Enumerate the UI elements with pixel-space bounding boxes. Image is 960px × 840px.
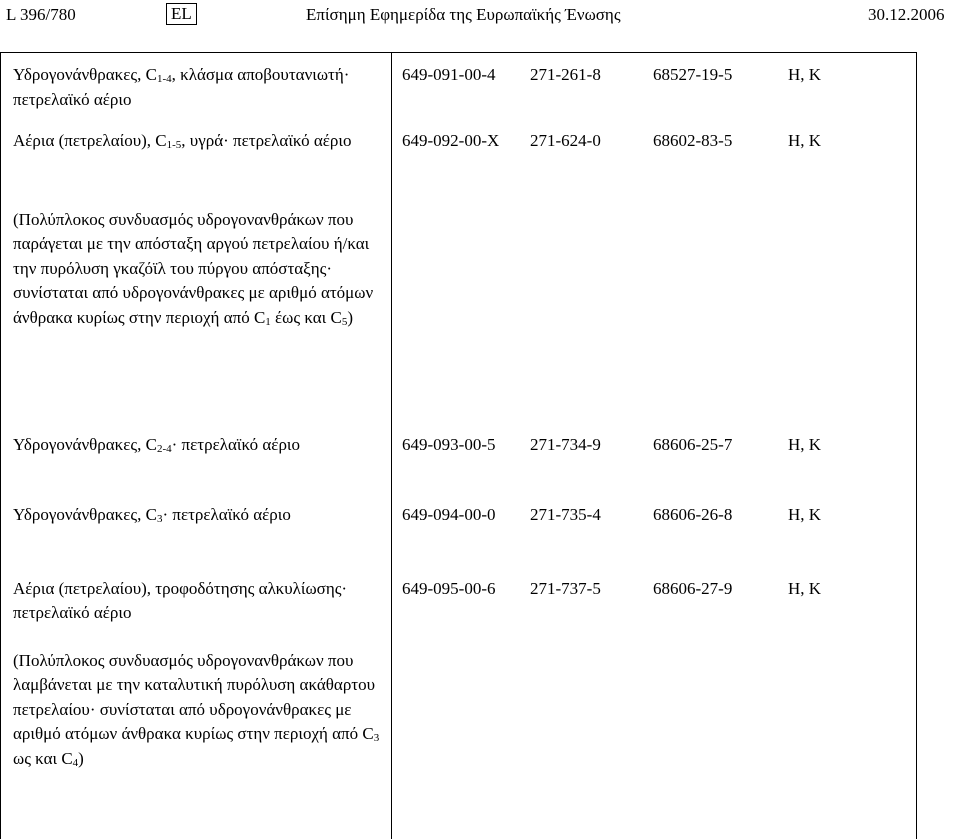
index-number: 649-095-00-6 xyxy=(402,578,496,598)
page-number: L 396/780 xyxy=(6,5,76,24)
table-row xyxy=(1,129,917,208)
cas-number: 68606-26-8 xyxy=(653,504,733,524)
substance-name: Υδρογονάνθρακες, $C_{2-4}\cdot \pi\varepsilon\tau\rho\varepsilon\lambda\alpha ϊ\kappa ό$ αέριο xyxy=(1,433,392,503)
notes: H, K xyxy=(788,503,917,577)
ec-number: 271-735-4 xyxy=(530,504,601,524)
substance-name: Υδρογονάνθρακες, $C_{1-4}$, κλάσμα αποβουτανιωτή· πετρελαϊκό αέριο xyxy=(1,53,392,129)
table-row xyxy=(1,53,917,129)
table-row-description xyxy=(1,649,917,839)
ec-number: 271-624-0 xyxy=(530,130,601,150)
substance-table xyxy=(0,52,917,839)
substance-name: Αέρια (πετρελαίου), $C_{1-5}$, υγρά· πετρελαϊκό αέριο xyxy=(1,129,392,208)
table-row-description xyxy=(1,208,917,433)
ec-number: 271-734-9 xyxy=(530,434,601,454)
cas-number: 68602-83-5 xyxy=(653,130,733,150)
language-badge: EL xyxy=(166,3,197,25)
substance-name: Υδρογονάνθρακες, $C_3\cdot \pi\varepsilon\tau\rho\varepsilon\lambda\alpha ϊ\kappa ό$ αέριο xyxy=(1,503,392,577)
notes: H, K xyxy=(788,577,917,649)
table-row xyxy=(1,503,917,577)
index-number: 649-092-00-X xyxy=(402,130,500,150)
cas-number: 68527-19-5 xyxy=(653,53,788,129)
index-number: 649-093-00-5 xyxy=(402,434,496,454)
cas-number: 68606-27-9 xyxy=(653,578,733,598)
publication-date: 30.12.2006 xyxy=(868,5,945,24)
cas-number: 68606-25-7 xyxy=(653,434,733,454)
page-header xyxy=(0,0,960,34)
notes: H, K xyxy=(788,433,917,503)
notes: H, K xyxy=(788,53,917,129)
ec-number: 271-261-8 xyxy=(530,53,653,129)
index-number: 649-091-00-4 xyxy=(392,53,531,129)
substance-name: Αέρια (πετρελαίου), τροφοδότησης αλκυλίωσης· πετρελαϊκό αέριο xyxy=(1,577,392,649)
table-row xyxy=(1,577,917,649)
substance-description: (Πολύπλοκος συνδυασμός υδρογονανθράκων που λαμβάνεται με την καταλυτική πυρόλυση ακάθαρτου πετρελαίου· συνίσταται από υδρογονάνθρακες με αριθμό ατόμων άνθρακα κυρίως στην περιοχή από $C_3$ ως και $C_4$) xyxy=(1,649,392,839)
notes: H, K xyxy=(788,129,917,208)
table-row xyxy=(1,433,917,503)
journal-title: Επίσημη Εφημερίδα της Ευρωπαϊκής Ένωσης xyxy=(306,5,621,24)
substance-description: (Πολύπλοκος συνδυασμός υδρογονανθράκων που παράγεται με την απόσταξη αργού πετρελαίου ή/και την πυρόλυση γκαζόϊλ του πύργου απόσταξης· συνίσταται από υδρογονάνθρακες με αριθμό ατόμων άνθρακα κυρίως στην περιοχή από $C_1$ έως και $C_5$) xyxy=(1,208,392,433)
ec-number: 271-737-5 xyxy=(530,578,601,598)
index-number: 649-094-00-0 xyxy=(402,504,496,524)
